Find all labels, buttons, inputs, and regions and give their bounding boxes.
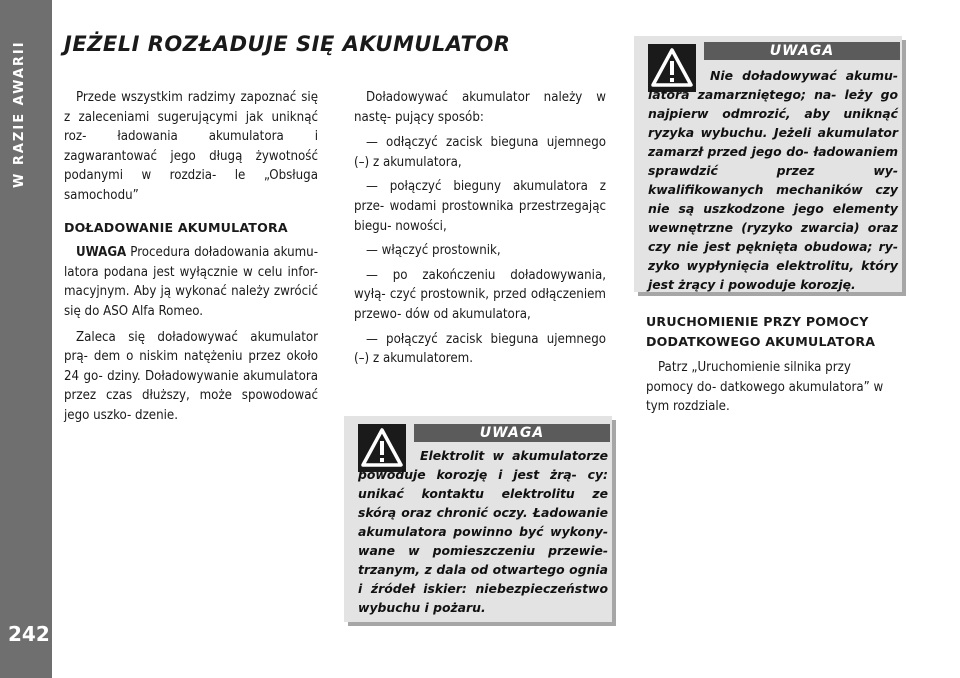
column-left [64, 88, 318, 432]
warning-label: UWAGA [414, 424, 610, 442]
uwaga-label: UWAGA [76, 245, 127, 261]
warning-box-frozen [634, 36, 902, 292]
page-title: JEŻELI ROZŁADUJE SIĘ AKUMULATOR [64, 32, 511, 56]
charging-paragraph: Zaleca się doładowywać akumulator prą- dem o niskim natężeniu przez około 24 go- dziny. Doładowywanie akumulatora przez czas dłuższy, może spowodować jego uszko- dzenie. [64, 329, 318, 423]
section-sidebar [0, 0, 52, 678]
uwaga-text: Procedura doładowania akumu- latora podana jest wyłącznie w celu infor- macyjnym. Aby ją wykonać należy zwrócić się do ASO Alfa Romeo. [64, 245, 318, 319]
step-item: — po zakończeniu doładowywania, wyłą- czyć prostownik, przed odłączeniem przewo- dów od akumulatora, [354, 267, 606, 322]
column-right [646, 312, 898, 423]
section-title: W RAZIE AWARII [12, 40, 27, 188]
jump-start-heading: URUCHOMIENIE PRZY POMOCY DODATKOWEGO AKUMULATORA [646, 314, 876, 349]
warning-label: UWAGA [704, 42, 900, 60]
intro-paragraph: Przede wszystkim radzimy zapoznać się z zaleceniami sugerującymi jak uniknąć roz- ładowania akumulatora i zagwarantować jego długą żywotność podanymi w rozdzia- le „Obsługa samochodu” [64, 90, 318, 203]
step-item: — odłączyć zacisk bieguna ujemnego (–) z akumulatora, [354, 135, 606, 170]
warning-box-electrolyte [344, 416, 612, 622]
charging-heading: DOŁADOWANIE AKUMULATORA [64, 219, 288, 235]
warning-text: Elektrolit w akumulatorze powoduje korozję i jest żrą- cy: unikać kontaktu elektrolitu ze skórą oraz chronić oczy. Ładowanie akumulatora powinno być wykony- wane w pomieszczeniu przewie- trzanym, z dala od otwartego ognia i źródeł iskier: niebezpieczeństwo wybuchu i pożaru. [358, 448, 608, 615]
column-middle [354, 88, 606, 374]
step-item: — połączyć bieguny akumulatora z prze- wodami prostownika przestrzegając biegu- nowości, [354, 179, 606, 234]
step-item: — połączyć zacisk bieguna ujemnego (–) z akumulatorem. [354, 331, 606, 367]
uwaga-note [64, 243, 318, 321]
step-item: — włączyć prostownik, [366, 243, 501, 259]
warning-text: Nie doładowywać akumu- latora zamarzniętego; na- leży go najpierw odmrozić, aby uniknąć ryzyka wybuchu. Jeżeli akumulator zamarzł przed jego do- ładowaniem sprawdzić przez wy- kwalifikowanych mechaników czy nie są uszkodzone jego elementy wewnętrzne (ryzyko zwarcia) oraz czy nie jest pęknięta obudowa; ry- zyko wypłynięcia elektrolitu, który jest żrący i powoduje korozję. [648, 68, 898, 292]
page-number: 242 [8, 622, 50, 646]
steps-intro: Doładowywać akumulator należy w nastę- pujący sposób: [354, 90, 606, 125]
jump-start-text: Patrz „Uruchomienie silnika przy pomocy do- datkowego akumulatora” w tym rozdziale. [646, 360, 884, 415]
